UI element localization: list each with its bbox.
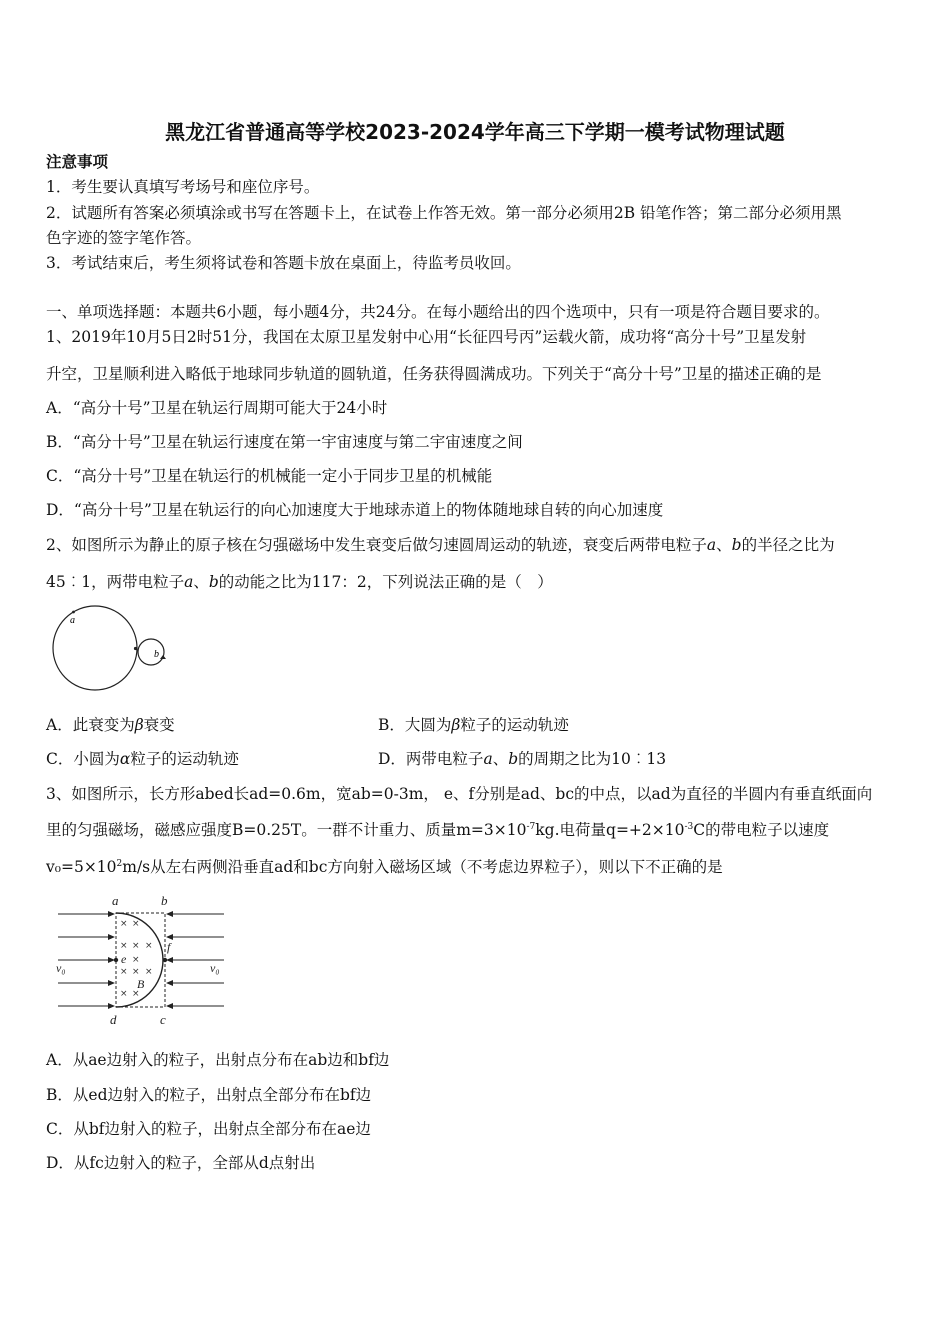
label-b: b bbox=[154, 649, 159, 660]
field-cross: × bbox=[132, 919, 140, 929]
q3-option-a: A．从ae边射入的粒子，出射点分布在ab边和bf边 bbox=[46, 1051, 390, 1069]
field-cross: × bbox=[145, 941, 153, 951]
field-cross: × bbox=[120, 967, 128, 977]
q3-option-c: C．从bf边射入的粒子，出射点全部分布在ae边 bbox=[46, 1120, 371, 1138]
q3-option-d: D．从fc边射入的粒子，全部从d点射出 bbox=[46, 1154, 316, 1172]
label-a: a bbox=[112, 893, 119, 908]
notice-item: 2．试题所有答案必须填涂或书写在答题卡上，在试卷上作答无效。第一部分必须用2B 铅笔作答；第二部分必须用黑 bbox=[46, 204, 842, 222]
field-cross: × bbox=[145, 967, 153, 977]
q2-option-b: B．大圆为β粒子的运动轨迹 bbox=[378, 716, 569, 734]
q3-stem: 3、如图所示，长方形abed长ad=0.6m，宽ab=0-3m， e、f分别是ad、bc的中点，以ad为直径的半圆内有垂直纸面向 bbox=[46, 785, 873, 803]
q3-stem: 里的匀强磁场，磁感应强度B=0.25T。一群不计重力、质量$m=3\times 10^{-7}kg$.电荷量$q=+2\times 10^{-3}C$的带电粒子以速度 bbox=[46, 821, 830, 839]
magnetic-field-figure bbox=[52, 892, 230, 1030]
label-e: e bbox=[121, 952, 127, 966]
q1-option-c: C．“高分十号”卫星在轨运行的机械能一定小于同步卫星的机械能 bbox=[46, 467, 493, 485]
direction-arrow bbox=[160, 655, 166, 659]
q1-stem: 1、2019年10月5日2时51分，我国在太原卫星发射中心用“长征四号丙”运载火箭，成功将“高分十号”卫星发射 bbox=[46, 328, 807, 346]
label-B: B bbox=[137, 977, 145, 991]
notice-item: 色字迹的签字笔作答。 bbox=[46, 229, 202, 247]
field-cross: × bbox=[132, 955, 140, 965]
q2-option-a: A．此衰变为β衰变 bbox=[46, 716, 175, 734]
notice-item: 3．考试结束后，考生须将试卷和答题卡放在桌面上，待监考员收回。 bbox=[46, 254, 521, 272]
field-cross: × bbox=[120, 919, 128, 929]
q2-option-d: D．两带电粒子a、b的周期之比为10︰13 bbox=[378, 750, 667, 768]
point-e bbox=[114, 958, 118, 962]
label-d: d bbox=[110, 1012, 117, 1027]
large-circle-track bbox=[53, 606, 137, 690]
q1-option-d: D．“高分十号”卫星在轨运行的向心加速度大于地球赤道上的物体随地球自转的向心加速度 bbox=[46, 501, 664, 519]
label-f: f bbox=[167, 940, 171, 954]
field-cross: × bbox=[120, 989, 128, 999]
q1-stem: 升空，卫星顺利进入略低于地球同步轨道的圆轨道，任务获得圆满成功。下列关于“高分十号”卫星的描述正确的是 bbox=[46, 365, 822, 383]
decay-track-figure bbox=[48, 602, 178, 694]
q2-stem: 2、如图所示为静止的原子核在匀强磁场中发生衰变后做匀速圆周运动的轨迹，衰变后两带电粒子a、b的半径之比为 bbox=[46, 536, 835, 554]
notice-heading: 注意事项 bbox=[46, 152, 109, 171]
field-cross: × bbox=[132, 941, 140, 951]
small-circle-track bbox=[138, 639, 164, 665]
q3-option-b: B．从ed边射入的粒子，出射点全部分布在bf边 bbox=[46, 1086, 372, 1104]
section-heading: 一、单项选择题：本题共6小题，每小题4分，共24分。在每小题给出的四个选项中，只有一项是符合题目要求的。 bbox=[46, 303, 830, 321]
field-cross: × bbox=[132, 967, 140, 977]
decay-point bbox=[134, 647, 137, 650]
field-cross: × bbox=[132, 989, 140, 999]
field-cross: × bbox=[120, 941, 128, 951]
q3-stem: $v_0=5\times 10^2m/s$从左右两侧沿垂直ad和bc方向射入磁场区域（不考虑边界粒子），则以下不正确的是 bbox=[46, 858, 723, 876]
point-f bbox=[163, 958, 167, 962]
q1-option-b: B．“高分十号”卫星在轨运行速度在第一宇宙速度与第二宇宙速度之间 bbox=[46, 433, 523, 451]
particle-a-marker bbox=[72, 611, 75, 614]
page-title: 黑龙江省普通高等学校2023-2024学年高三下学期一模考试物理试题 bbox=[165, 120, 785, 144]
label-v0-left: v₀ bbox=[56, 961, 66, 975]
label-a: a bbox=[70, 615, 75, 626]
q2-stem: 45︰1，两带电粒子a、b的动能之比为117：2，下列说法正确的是（ ） bbox=[46, 573, 553, 591]
label-b: b bbox=[161, 893, 168, 908]
notice-item: 1．考生要认真填写考场号和座位序号。 bbox=[46, 178, 320, 196]
label-v0-right: v₀ bbox=[210, 961, 220, 975]
q2-option-c: C．小圆为α粒子的运动轨迹 bbox=[46, 750, 239, 768]
label-c: c bbox=[160, 1012, 166, 1027]
q1-option-a: A．“高分十号”卫星在轨运行周期可能大于24小时 bbox=[46, 399, 388, 417]
